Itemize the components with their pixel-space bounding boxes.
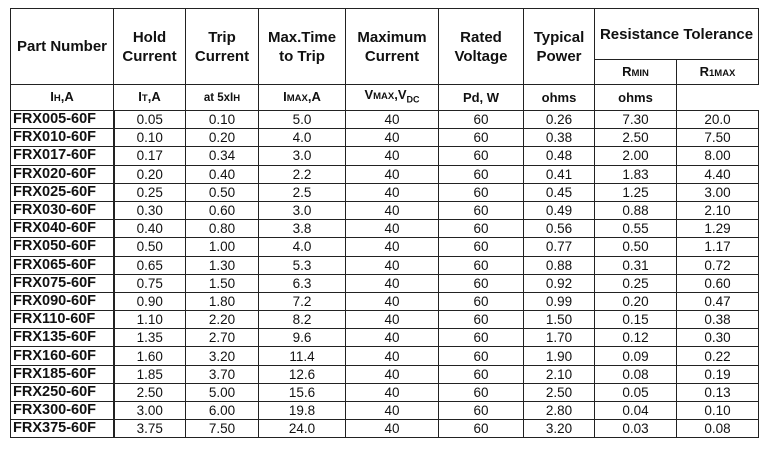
- header-max-current: Maximum Current: [346, 9, 439, 85]
- cell-trip-current: 0.40: [186, 165, 259, 183]
- cell-part-number: FRX250-60F: [11, 383, 114, 401]
- cell-r1max: 1.17: [677, 238, 759, 256]
- cell-rated-voltage: 60: [439, 420, 524, 438]
- cell-typical-power: 0.49: [524, 201, 595, 219]
- header-resistance-tolerance: Resistance Tolerance: [595, 9, 759, 60]
- cell-part-number: FRX135-60F: [11, 329, 114, 347]
- cell-rated-voltage: 60: [439, 347, 524, 365]
- cell-hold-current: 1.60: [114, 347, 186, 365]
- cell-rated-voltage: 60: [439, 220, 524, 238]
- cell-hold-current: 0.20: [114, 165, 186, 183]
- cell-rated-voltage: 60: [439, 292, 524, 310]
- cell-rmin: 0.15: [595, 311, 677, 329]
- cell-max-current: 40: [346, 129, 439, 147]
- cell-trip-current: 3.70: [186, 365, 259, 383]
- cell-typical-power: 2.50: [524, 383, 595, 401]
- cell-max-current: 40: [346, 111, 439, 129]
- cell-r1max: 3.00: [677, 183, 759, 201]
- cell-trip-current: 0.20: [186, 129, 259, 147]
- cell-part-number: FRX090-60F: [11, 292, 114, 310]
- cell-trip-current: 1.00: [186, 238, 259, 256]
- cell-typical-power: 1.50: [524, 311, 595, 329]
- cell-hold-current: 0.40: [114, 220, 186, 238]
- cell-rated-voltage: 60: [439, 311, 524, 329]
- cell-rmin: 0.03: [595, 420, 677, 438]
- cell-rated-voltage: 60: [439, 402, 524, 420]
- cell-max-time: 3.8: [259, 220, 346, 238]
- table-body: [11, 111, 759, 438]
- cell-max-current: 40: [346, 147, 439, 165]
- cell-part-number: FRX010-60F: [11, 129, 114, 147]
- cell-max-current: 40: [346, 165, 439, 183]
- table-row: [11, 238, 759, 256]
- header-r1max: R1MAX: [677, 60, 759, 85]
- table-row: [11, 256, 759, 274]
- cell-hold-current: 0.90: [114, 292, 186, 310]
- cell-max-time: 11.4: [259, 347, 346, 365]
- table-row: [11, 365, 759, 383]
- table-row: [11, 292, 759, 310]
- cell-trip-current: 7.50: [186, 420, 259, 438]
- cell-typical-power: 0.45: [524, 183, 595, 201]
- cell-part-number: FRX300-60F: [11, 402, 114, 420]
- cell-max-current: 40: [346, 347, 439, 365]
- cell-max-current: 40: [346, 420, 439, 438]
- cell-part-number: FRX065-60F: [11, 256, 114, 274]
- cell-typical-power: 0.38: [524, 129, 595, 147]
- unit-trip: IT,A: [114, 85, 186, 111]
- cell-hold-current: 0.25: [114, 183, 186, 201]
- cell-part-number: FRX040-60F: [11, 220, 114, 238]
- table-row: [11, 402, 759, 420]
- cell-max-current: 40: [346, 274, 439, 292]
- cell-rmin: 7.30: [595, 111, 677, 129]
- cell-max-current: 40: [346, 292, 439, 310]
- cell-max-time: 6.3: [259, 274, 346, 292]
- cell-rated-voltage: 60: [439, 183, 524, 201]
- cell-r1max: 0.60: [677, 274, 759, 292]
- cell-hold-current: 0.50: [114, 238, 186, 256]
- table-row: [11, 329, 759, 347]
- cell-hold-current: 2.50: [114, 383, 186, 401]
- cell-max-current: 40: [346, 201, 439, 219]
- header-typical-power: Typical Power: [524, 9, 595, 85]
- cell-typical-power: 0.41: [524, 165, 595, 183]
- cell-trip-current: 0.34: [186, 147, 259, 165]
- cell-max-time: 15.6: [259, 383, 346, 401]
- cell-trip-current: 0.80: [186, 220, 259, 238]
- cell-rmin: 0.25: [595, 274, 677, 292]
- table-row: [11, 383, 759, 401]
- cell-typical-power: 0.26: [524, 111, 595, 129]
- cell-hold-current: 1.35: [114, 329, 186, 347]
- cell-part-number: FRX075-60F: [11, 274, 114, 292]
- cell-max-time: 2.5: [259, 183, 346, 201]
- cell-rated-voltage: 60: [439, 365, 524, 383]
- cell-rated-voltage: 60: [439, 383, 524, 401]
- cell-part-number: FRX020-60F: [11, 165, 114, 183]
- header-hold-current: Hold Current: [114, 9, 186, 85]
- table-row: [11, 311, 759, 329]
- cell-max-time: 5.0: [259, 111, 346, 129]
- unit-imax: IMAX,A: [259, 85, 346, 111]
- table-row: [11, 165, 759, 183]
- cell-rmin: 2.00: [595, 147, 677, 165]
- cell-rmin: 0.12: [595, 329, 677, 347]
- table-row: [11, 111, 759, 129]
- cell-trip-current: 3.20: [186, 347, 259, 365]
- cell-rated-voltage: 60: [439, 329, 524, 347]
- cell-rmin: 0.08: [595, 365, 677, 383]
- cell-part-number: FRX030-60F: [11, 201, 114, 219]
- cell-hold-current: 0.10: [114, 129, 186, 147]
- cell-rated-voltage: 60: [439, 165, 524, 183]
- cell-rmin: 0.09: [595, 347, 677, 365]
- cell-max-time: 7.2: [259, 292, 346, 310]
- cell-rmin: 0.04: [595, 402, 677, 420]
- cell-max-time: 4.0: [259, 129, 346, 147]
- cell-rmin: 0.05: [595, 383, 677, 401]
- cell-max-time: 12.6: [259, 365, 346, 383]
- cell-typical-power: 1.90: [524, 347, 595, 365]
- cell-trip-current: 0.60: [186, 201, 259, 219]
- cell-rmin: 0.20: [595, 292, 677, 310]
- cell-part-number: FRX110-60F: [11, 311, 114, 329]
- cell-typical-power: 0.92: [524, 274, 595, 292]
- cell-max-time: 3.0: [259, 201, 346, 219]
- cell-trip-current: 6.00: [186, 402, 259, 420]
- unit-r1max: ohms: [595, 85, 677, 111]
- cell-hold-current: 0.17: [114, 147, 186, 165]
- cell-part-number: FRX375-60F: [11, 420, 114, 438]
- cell-max-current: 40: [346, 329, 439, 347]
- cell-r1max: 2.10: [677, 201, 759, 219]
- cell-max-time: 24.0: [259, 420, 346, 438]
- cell-typical-power: 0.99: [524, 292, 595, 310]
- cell-r1max: 0.22: [677, 347, 759, 365]
- cell-max-time: 19.8: [259, 402, 346, 420]
- cell-trip-current: 1.80: [186, 292, 259, 310]
- cell-rmin: 0.31: [595, 256, 677, 274]
- cell-r1max: 1.29: [677, 220, 759, 238]
- cell-r1max: 0.13: [677, 383, 759, 401]
- cell-part-number: FRX185-60F: [11, 365, 114, 383]
- cell-max-current: 40: [346, 383, 439, 401]
- cell-max-time: 3.0: [259, 147, 346, 165]
- cell-typical-power: 3.20: [524, 420, 595, 438]
- unit-hold: IH,A: [11, 85, 114, 111]
- cell-trip-current: 2.20: [186, 311, 259, 329]
- cell-part-number: FRX005-60F: [11, 111, 114, 129]
- table-row: [11, 347, 759, 365]
- cell-r1max: 0.10: [677, 402, 759, 420]
- cell-r1max: 4.40: [677, 165, 759, 183]
- cell-trip-current: 0.50: [186, 183, 259, 201]
- cell-rated-voltage: 60: [439, 111, 524, 129]
- cell-max-current: 40: [346, 220, 439, 238]
- cell-typical-power: 0.48: [524, 147, 595, 165]
- header-rated-voltage: Rated Voltage: [439, 9, 524, 85]
- cell-max-time: 9.6: [259, 329, 346, 347]
- cell-trip-current: 1.30: [186, 256, 259, 274]
- cell-typical-power: 2.80: [524, 402, 595, 420]
- cell-max-time: 2.2: [259, 165, 346, 183]
- unit-rmin: ohms: [524, 85, 595, 111]
- cell-rated-voltage: 60: [439, 238, 524, 256]
- cell-max-time: 4.0: [259, 238, 346, 256]
- header-max-time: Max.Time to Trip: [259, 9, 346, 85]
- table-row: [11, 420, 759, 438]
- table-row: [11, 220, 759, 238]
- cell-rated-voltage: 60: [439, 274, 524, 292]
- cell-r1max: 20.0: [677, 111, 759, 129]
- cell-rated-voltage: 60: [439, 147, 524, 165]
- cell-max-time: 5.3: [259, 256, 346, 274]
- cell-max-current: 40: [346, 402, 439, 420]
- cell-typical-power: 0.56: [524, 220, 595, 238]
- cell-part-number: FRX050-60F: [11, 238, 114, 256]
- cell-rated-voltage: 60: [439, 201, 524, 219]
- cell-rmin: 0.55: [595, 220, 677, 238]
- cell-typical-power: 0.88: [524, 256, 595, 274]
- header-trip-current: Trip Current: [186, 9, 259, 85]
- cell-r1max: 0.47: [677, 292, 759, 310]
- cell-rmin: 1.25: [595, 183, 677, 201]
- cell-r1max: 8.00: [677, 147, 759, 165]
- cell-typical-power: 0.77: [524, 238, 595, 256]
- unit-power: Pd, W: [439, 85, 524, 111]
- cell-r1max: 0.72: [677, 256, 759, 274]
- table-row: [11, 129, 759, 147]
- cell-max-current: 40: [346, 365, 439, 383]
- unit-time: at 5xIH: [186, 85, 259, 111]
- cell-r1max: 0.38: [677, 311, 759, 329]
- cell-part-number: FRX025-60F: [11, 183, 114, 201]
- cell-trip-current: 0.10: [186, 111, 259, 129]
- cell-max-current: 40: [346, 256, 439, 274]
- cell-rated-voltage: 60: [439, 256, 524, 274]
- cell-trip-current: 5.00: [186, 383, 259, 401]
- cell-part-number: FRX017-60F: [11, 147, 114, 165]
- cell-max-current: 40: [346, 311, 439, 329]
- cell-r1max: 0.19: [677, 365, 759, 383]
- cell-typical-power: 1.70: [524, 329, 595, 347]
- cell-part-number: FRX160-60F: [11, 347, 114, 365]
- cell-max-current: 40: [346, 183, 439, 201]
- table-row: [11, 183, 759, 201]
- cell-hold-current: 0.30: [114, 201, 186, 219]
- cell-trip-current: 2.70: [186, 329, 259, 347]
- cell-hold-current: 0.75: [114, 274, 186, 292]
- cell-hold-current: 0.05: [114, 111, 186, 129]
- cell-rmin: 0.88: [595, 201, 677, 219]
- header-rmin: RMIN: [595, 60, 677, 85]
- cell-rmin: 1.83: [595, 165, 677, 183]
- table-row: [11, 201, 759, 219]
- ptc-spec-table: [10, 8, 759, 438]
- cell-r1max: 0.08: [677, 420, 759, 438]
- table-row: [11, 147, 759, 165]
- cell-max-time: 8.2: [259, 311, 346, 329]
- cell-hold-current: 3.75: [114, 420, 186, 438]
- cell-hold-current: 1.10: [114, 311, 186, 329]
- cell-rmin: 2.50: [595, 129, 677, 147]
- cell-hold-current: 3.00: [114, 402, 186, 420]
- cell-hold-current: 1.85: [114, 365, 186, 383]
- cell-rated-voltage: 60: [439, 129, 524, 147]
- cell-rmin: 0.50: [595, 238, 677, 256]
- cell-r1max: 0.30: [677, 329, 759, 347]
- cell-hold-current: 0.65: [114, 256, 186, 274]
- cell-typical-power: 2.10: [524, 365, 595, 383]
- header-part-number: Part Number: [11, 9, 114, 85]
- unit-vmax: $VMAX,V_{DC}$: [346, 85, 439, 111]
- table-row: [11, 274, 759, 292]
- cell-trip-current: 1.50: [186, 274, 259, 292]
- cell-max-current: 40: [346, 238, 439, 256]
- cell-r1max: 7.50: [677, 129, 759, 147]
